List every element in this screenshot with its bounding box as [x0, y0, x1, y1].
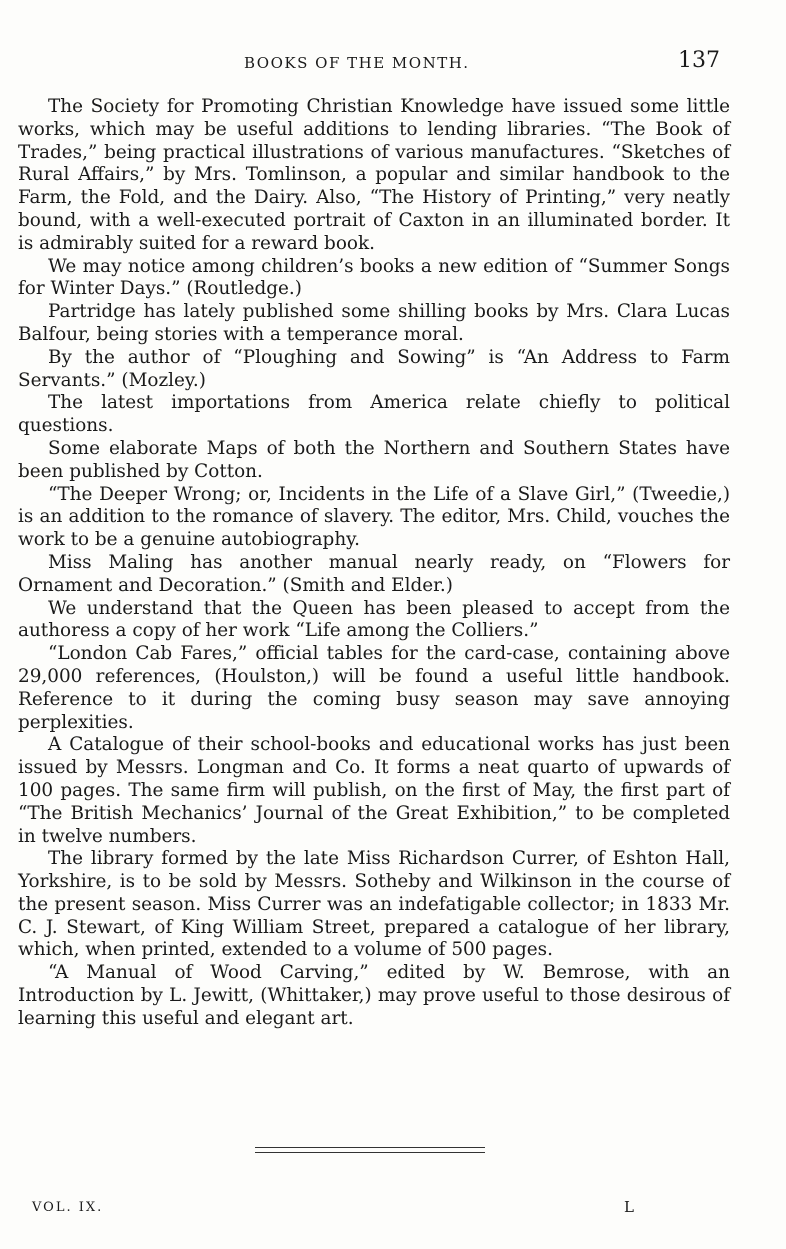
article-body [18, 96, 730, 1031]
running-title: BOOKS OF THE MONTH. [244, 54, 470, 72]
paragraph-wood-carving: “A Manual of Wood Carving,” edited by W. Bemrose, with an Introduction by L. Jewitt, (Whittaker,) may prove useful to those desirous of learning this useful and elegant art. [18, 962, 730, 1029]
section-divider [255, 1147, 485, 1153]
volume-label: VOL. IX. [32, 1200, 104, 1215]
paragraph-america: The latest importations from America relate chiefly to political questions. [18, 392, 730, 437]
paragraph-partridge: Partridge has lately published some shilling books by Mrs. Clara Lucas Balfour, being stories with a temperance moral. [18, 301, 730, 345]
paragraph-currer-library: The library formed by the late Miss Richardson Currer, of Eshton Hall, Yorkshire, is to be sold by Messrs. Sotheby and Wilkinson in the course of the present season. Miss Currer was an indefatigable collector; in 1833 Mr. C. J. Stewart, of King William Street, prepared a catalogue of her library, which, when printed, extended to a volume of 500 pages. [18, 848, 730, 961]
page-number: 137 [678, 48, 720, 73]
signature-mark: L [624, 1198, 634, 1216]
paragraph-spck-works: The Society for Promoting Christian Knowledge have issued some little works, which may be useful additions to lending libraries. “The Book of Trades,” being practical illustrations of various manufactures. “Sketches of Rural Affairs,” by Mrs. Tomlinson, a popular and similar handbook to the Farm, the Fold, and the Dairy. Also, “The History of Printing,” very neatly bound, with a well-executed portrait of Caxton in an illuminated border. It is admirably suited for a reward book. [18, 96, 730, 254]
paragraph-ploughing: By the author of “Ploughing and Sowing” is “An Address to Farm Servants.” (Mozley.) [18, 346, 730, 391]
paragraph-flowers: Miss Maling has another manual nearly ready, on “Flowers for Ornament and Decoration.” (Smith and Elder.) [18, 551, 730, 596]
paragraph-maps: Some elaborate Maps of both the Northern and Southern States have been published by Cotton. [18, 437, 730, 482]
page-header [0, 48, 786, 78]
paragraph-cab-fares: “London Cab Fares,” official tables for the card-case, containing above 29,000 references, (Houlston,) will be found a useful little handbook. Reference to it during the coming busy season may save annoying perplexities. [18, 643, 730, 733]
paragraph-deeper-wrong: “The Deeper Wrong; or, Incidents in the Life of a Slave Girl,” (Tweedie,) is an addition to the romance of slavery. The editor, Mrs. Child, vouches the work to be a genuine autobiography. [18, 483, 730, 551]
paragraph-summer-songs: We may notice among children’s books a new edition of “Summer Songs for Winter Days.” (Routledge.) [18, 255, 730, 300]
page-footer [0, 1200, 786, 1224]
paragraph-colliers: We understand that the Queen has been pleased to accept from the authoress a copy of her work “Life among the Colliers.” [18, 597, 730, 642]
paragraph-longman: A Catalogue of their school-books and educational works has just been issued by Messrs. Longman and Co. It forms a neat quarto of upwards of 100 pages. The same firm will publish, on the first of May, the first part of “The British Mechanics’ Journal of the Great Exhibition,” to be completed in twelve numbers. [18, 734, 730, 847]
